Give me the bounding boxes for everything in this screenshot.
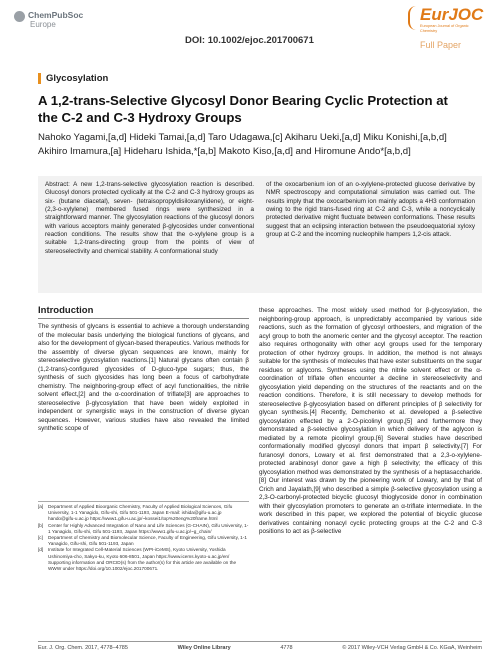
supporting-info-link[interactable]: Supporting information and ORCID(s) from the author(s) for this article are available on the WWW under https://doi.org/10.1002/ejoc.201700671. [48, 559, 237, 572]
footnote-item [38, 523, 249, 535]
footnote-divider [38, 501, 249, 502]
intro-heading: Introduction [38, 305, 94, 316]
journal-full-name: European Journal of Organic Chemistry [420, 24, 469, 33]
page-footer [38, 645, 482, 651]
body-right-column: these approaches. The most widely used method for β-glycosylation, the neighboring-group approach, is unpredictably accompanied by various side reactions, such as the formation of glycosyl orthoesters, and migration of the acyl group to both the anomeric center and the glycosyl acceptor. The reaction also requires orthogonality with other acyl groups used for the temporary protection of other hydroxy groups. In addition, the method is not always suitable for the synthesis of molecules that have ester substituents on the sugar residues or aglycons. Syntheses using the nitrile solvent effect or the α-coordination of triflate often encounter a decline in stereoselectivity and glycosylation yield depending on the structures of the reactants and on the reaction conditions. Therefore, it is still necessary to develop methods for stereoselective β-glycosylation based on different principles of β selectivity for glycan synthesis.[4] Recently, Demchenko et al. developed a β-selective glycosylation effected by a 2-O-picolinyl group,[5] and furthermore they demonstrated a β-selective glycosylation in which delivery of the aglycon is mediated by a remote picolinyl group.[6] Several studies have described conformationally modified glycosyl donors that impart β selectivity.[7] For furanosyl donors, Lowary et al. first demonstrated that a 2,3-o-xylylene-protected arabinosyl donor gave a high β selectivity; the efficacy of this glycosylation method was demonstrated by the synthesis of a heptasaccharide.[8] Our interest was drawn by the pioneering work of Lowary, and by that of Crich and Jayalath,[9] who described a simple β-selective glycosylation using a 2,3-O-carbonyl-protected bicyclic glucosyl thioglycoside donor in combination with their glycosylation promoters to generate an α-triflate intermediate. In the work described in this paper, we explored the potential of bicyclic glucose derivatives containing nonacyl cyclic protecting groups at the C-2 and C-3 positions to act as β-selective [259, 307, 482, 535]
footer-divider [38, 641, 482, 642]
doi-label[interactable]: DOI: 10.1002/ejoc.201700671 [185, 35, 314, 46]
journal-citation: Eur. J. Org. Chem. 2017, 4778–4785 [38, 645, 128, 651]
author-list: Nahoko Yagami,[a,d] Hideki Tamai,[a,d] Taro Udagawa,[c] Akiharu Ueki,[a,d] Miku Konishi,[a,b,d] Akihiro Imamura,[a] Hideharu Ishida,*[a,b] Makoto Kiso,[a,d] and Hiromune Ando*[a,b,d] [38, 132, 447, 157]
footnote-item [38, 504, 249, 523]
footnote-key: [c] [38, 535, 43, 541]
footnote-item [38, 547, 249, 559]
chempubsoc-logo-icon [14, 11, 25, 22]
footnote-key: [d] [38, 547, 44, 553]
wiley-online-library-link[interactable]: Wiley Online Library [177, 645, 231, 651]
footnote-text: Department of Applied Bioorganic Chemistry, Faculty of Applied Biological Sciences, Gifu University, 1-1 Yanagido, Gifu-shi, Gifu 501-1193, Japan E-mail: ishida@gifu-u.ac.jp hando@gifu-u.ac.jp https://www1.gifu-u.ac.jp/~kossei1/top%20eng%20frame.html [48, 504, 233, 522]
footnote-item [38, 535, 249, 547]
abstract-column-2: of the oxocarbenium ion of an o-xylylene-protected glucose derivative by NMR spectroscopy and computational simulation was carried out. The results imply that the oxocarbenium ion mainly adopts a 4H3 conformation owing to the rigid trans-fused ring at C-2 and C-3, while a noncyclically protected derivative might fluctuate between conformations. These results suggest that an eclipsing interaction between the pseudoequatorial xyloxy group at C-2 and the incoming nucleophile hampers 1,2-cis attack. [266, 181, 475, 239]
section-tag [38, 73, 108, 84]
footnote-text: Department of Chemistry and Biomolecular Science, Faculty of Engineering, Gifu University, 1-1 Yanagido, Gifu-shi, Gifu 501-1193, Japan [48, 535, 247, 547]
affiliation-footnotes [38, 504, 249, 572]
publisher-region: Europe [30, 20, 56, 29]
abstract-column-1: Abstract: A new 1,2-trans-selective glycosylation reaction is described. Glucosyl donors protected cyclically at the C-2 and C-3 hydroxy groups as six- (butane diacetal), seven- (tetraisopropyldisiloxanylidene), or eight- (2,3-o-xylylene) membered fused rings were synthesized in a straightforward manner. The glycosylation reactions of the glucosyl donors with various acceptors mainly generated β-glycosides under conventional reaction conditions. The results show that the o-xylylene group is a suitable 1,2-trans-directing group from the points of view of stereoselectivity and chemical stability. A conformational study [45, 181, 254, 255]
footnote-key: [a] [38, 504, 44, 509]
journal-logo [408, 6, 484, 52]
copyright-notice: © 2017 Wiley-VCH Verlag GmbH & Co. KGaA, Weinheim [342, 645, 482, 651]
chempubsoc-logo [14, 10, 83, 30]
intro-divider [38, 318, 249, 319]
footnote-key: [b] [38, 522, 44, 528]
page-header [0, 0, 497, 54]
page-number: 4778 [280, 645, 293, 651]
footnote-text: Center for Highly Advanced Integration of Nano and Life Sciences (G-CHAIN), Gifu University, 1-1 Yanagido, Gifu-shi, Gifu 501-1193, Japan https://www1.gifu-u.ac.jp/~g_chain/ [48, 522, 249, 534]
article-title: A 1,2-trans-Selective Glycosyl Donor Bearing Cyclic Protection at the C-2 and C-3 Hydroxy Groups [38, 93, 448, 125]
section-tag-label: Glycosylation [46, 73, 109, 84]
page-type-label: Full Paper [420, 40, 462, 50]
journal-swoosh-icon [408, 6, 420, 30]
body-left-column: The synthesis of glycans is essential to achieve a thorough understanding of the molecular basis underlying the biological functions of glycans, and also for the development of glycan-based therapeutics. Various methods for the assembly of diverse glycan sequences are known, mainly for stereoselective glycosylation reactions.[1] Natural glycans often contain β (1,2-trans)-configured glycosides of D-gluco-type sugars; thus, the synthesis of such glycosides has long been a focus of carbohydrate chemistry. The neighboring-group effect of acyl functionalities, the nitrile solvent effect,[2] and the α-coordination of triflate[3] are approaches to stereoselective β-glycosylation that have been widely exploited in independent or synergistic ways in the construction of diverse glycan sequences. However, various studies have also revealed the limited synthetic scope of [38, 323, 249, 432]
section-bar [38, 73, 41, 84]
publisher-name: ChemPubSoc [28, 10, 84, 20]
footnote-text: Institute for Integrated Cell-Material Sciences (WPI-iCeMS), Kyoto University, Yoshida Ushinomiya-cho, Sakyo-ku, Kyoto 606-8501, Japan https://www.icems.kyoto-u.ac.jp/en/ [48, 547, 230, 559]
journal-logo-text: EurJOC [420, 5, 484, 24]
abstract-box [38, 176, 482, 293]
